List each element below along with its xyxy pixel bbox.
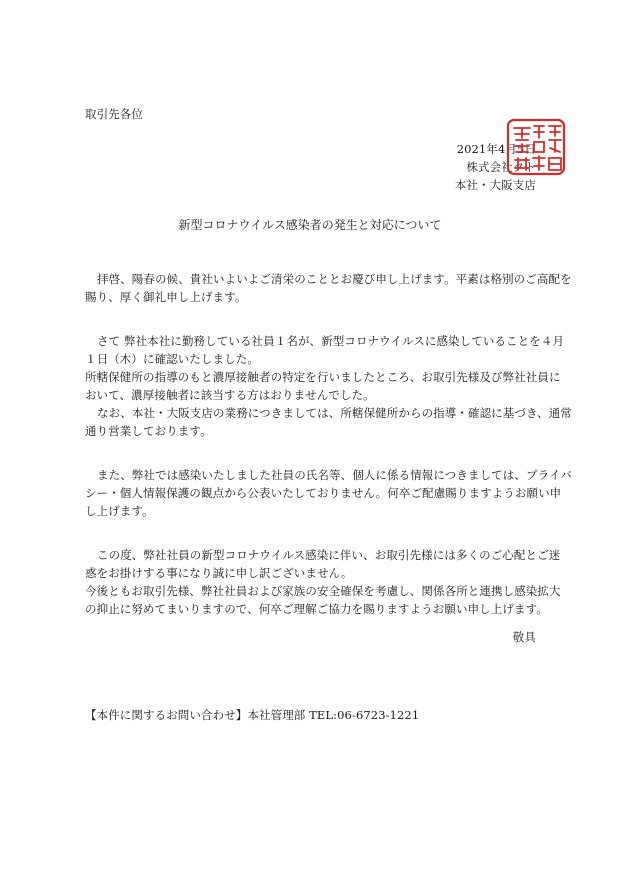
paragraph-line: 惑をお掛けする事になり誠に申し訳ございません。 [85,566,353,580]
paragraph-line: 通り営業しております。 [85,424,212,438]
paragraph-line: おいて、濃厚接触者に該当する方はおりませんでした。 [85,388,375,402]
paragraph-line: １日（木）に確認いたしました。 [85,352,259,366]
paragraph-line: シー・個人情報保護の観点から公表いたしておりません。何卒ご配慮賜りますようお願い申 [85,486,562,500]
paragraph-line: の抑止に努めてまいりますので、何卒ご理解ご協力を賜りますようお願い申し上げます。 [85,602,548,616]
recipient: 取引先各位 [85,107,143,121]
paragraph-line: 今後ともお取引先様、弊社社員および家族の安全確保を考慮し、関係各所と連携し感染拡大 [85,584,561,598]
paragraph-line: 拝啓、陽春の候、貴社いよいよご清栄のこととお慶び申し上げます。平素は格別のご高配を [97,272,572,286]
paragraph-line: この度、弊社社員の新型コロナウイルス感染に伴い、お取引先様には多くのご心配とご迷 [97,548,561,562]
closing-word: 敬具 [512,630,536,644]
paragraph-line: 所轄保健所の指導のもと濃厚接触者の特定を行いましたところ、お取引先様及び弊社社員に [85,370,561,384]
paragraph-line: なお、本社・大阪支店の業務につきましては、所轄保健所からの指導・確認に基づき、通常 [97,406,572,420]
company-seal-icon [506,118,566,176]
paragraph-line: さて 弊社本社に勤務している社員１名が、新型コロナウイルスに感染していることを４月 [97,334,565,348]
contact-info: 【本件に関するお問い合わせ】本社管理部 TEL:06-6723-1221 [85,708,420,722]
branch-name: 本社・大阪支店 [454,178,536,192]
paragraph-line: 賜り、厚く御礼申し上げます。 [85,290,247,304]
paragraph-line: し上げます。 [85,504,154,518]
date: 2021年4月5日 [456,142,536,156]
paragraph-line: また、弊社では感染いたしました社員の氏名等、個人に係る情報につきましては、プライバ [97,468,572,482]
document-title: 新型コロナウイルス感染者の発生と対応について [178,218,442,232]
company-name: 株式会社クト [466,160,536,174]
